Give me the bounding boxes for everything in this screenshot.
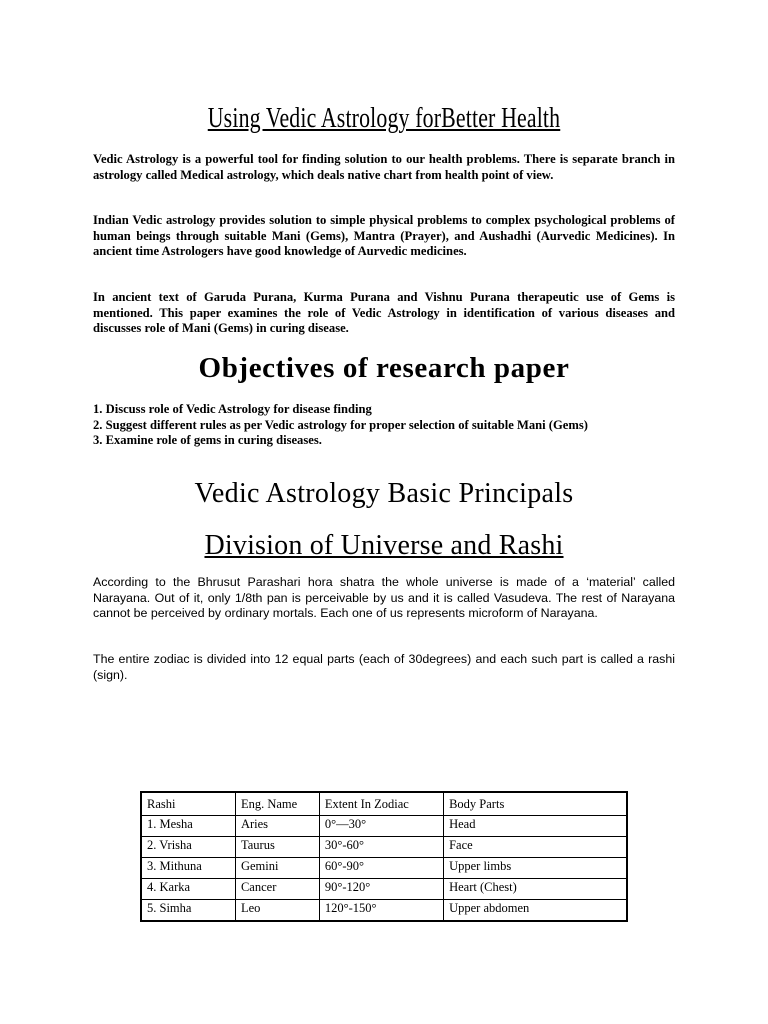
table-cell: Head (444, 816, 627, 837)
table-cell: 5. Simha (141, 900, 235, 922)
column-header: Rashi (141, 792, 235, 816)
table-cell: 4. Karka (141, 879, 235, 900)
zodiac-paragraph: The entire zodiac is divided into 12 equal parts (each of 30degrees) and each such part is called a rashi (sign). (93, 652, 675, 682)
rashi-table (140, 791, 628, 922)
list-item: 2. Suggest different rules as per Vedic astrology for proper selection of suitable Mani (Gems) (93, 417, 588, 432)
table-cell: Face (444, 837, 627, 858)
division-heading: Division of Universe and Rashi (204, 530, 564, 561)
table-cell: Cancer (235, 879, 319, 900)
table-cell: 1. Mesha (141, 816, 235, 837)
intro-paragraph: Vedic Astrology is a powerful tool for finding solution to our health problems. There is separate branch in astrology called Medical astrology, which deals native chart from health point of view. (93, 152, 675, 182)
table-row (141, 900, 627, 922)
table-cell: Heart (Chest) (444, 879, 627, 900)
table-cell: 60°-90° (319, 858, 443, 879)
table-cell: Upper abdomen (444, 900, 627, 922)
objectives-heading: Objectives of research paper (198, 352, 570, 384)
table-row (141, 879, 627, 900)
table-cell: 120°-150° (319, 900, 443, 922)
puranas-paragraph: In ancient text of Garuda Purana, Kurma Purana and Vishnu Purana therapeutic use of Gems is mentioned. This paper examines the role of Vedic Astrology in identification of various diseases and discusses role of Mani (Gems) in curing disease. (93, 290, 675, 335)
objectives-list (93, 402, 675, 449)
table-cell: 2. Vrisha (141, 837, 235, 858)
remedies-paragraph: Indian Vedic astrology provides solution to simple physical problems to complex psychological problems of human beings through suitable Mani (Gems), Mantra (Prayer), and Aushadhi (Aurvedic Medicines). In ancient time Astrologers have good knowledge of Aurvedic medicines. (93, 213, 675, 258)
table-cell: 90°-120° (319, 879, 443, 900)
table-cell: 30°-60° (319, 837, 443, 858)
table-cell: Leo (235, 900, 319, 922)
table-row (141, 858, 627, 879)
table-row (141, 816, 627, 837)
list-item: 1. Discuss role of Vedic Astrology for disease finding (93, 402, 372, 416)
table-cell: Taurus (235, 837, 319, 858)
table-header-row (141, 792, 627, 816)
table-cell: Aries (235, 816, 319, 837)
column-header: Body Parts (444, 792, 627, 816)
table-cell: Upper limbs (444, 858, 627, 879)
table-cell: Gemini (235, 858, 319, 879)
table-cell: 0°—30° (319, 816, 443, 837)
column-header: Eng. Name (235, 792, 319, 816)
narayana-paragraph: According to the Bhrusut Parashari hora shatra the whole universe is made of a ‘material’ called Narayana. Out of it, only 1/8th pan is perceivable by us and it is called Vasudeva. The rest of Narayana cannot be perceived by ordinary mortals. Each one of us represents microform of Narayana. (93, 575, 675, 620)
list-item: 3. Examine role of gems in curing diseases. (93, 433, 322, 447)
basic-principals-heading: Vedic Astrology Basic Principals (194, 478, 574, 509)
column-header: Extent In Zodiac (319, 792, 443, 816)
document-title: Using Vedic Astrology forBetter Health (207, 103, 561, 134)
table-cell: 3. Mithuna (141, 858, 235, 879)
table-row (141, 837, 627, 858)
